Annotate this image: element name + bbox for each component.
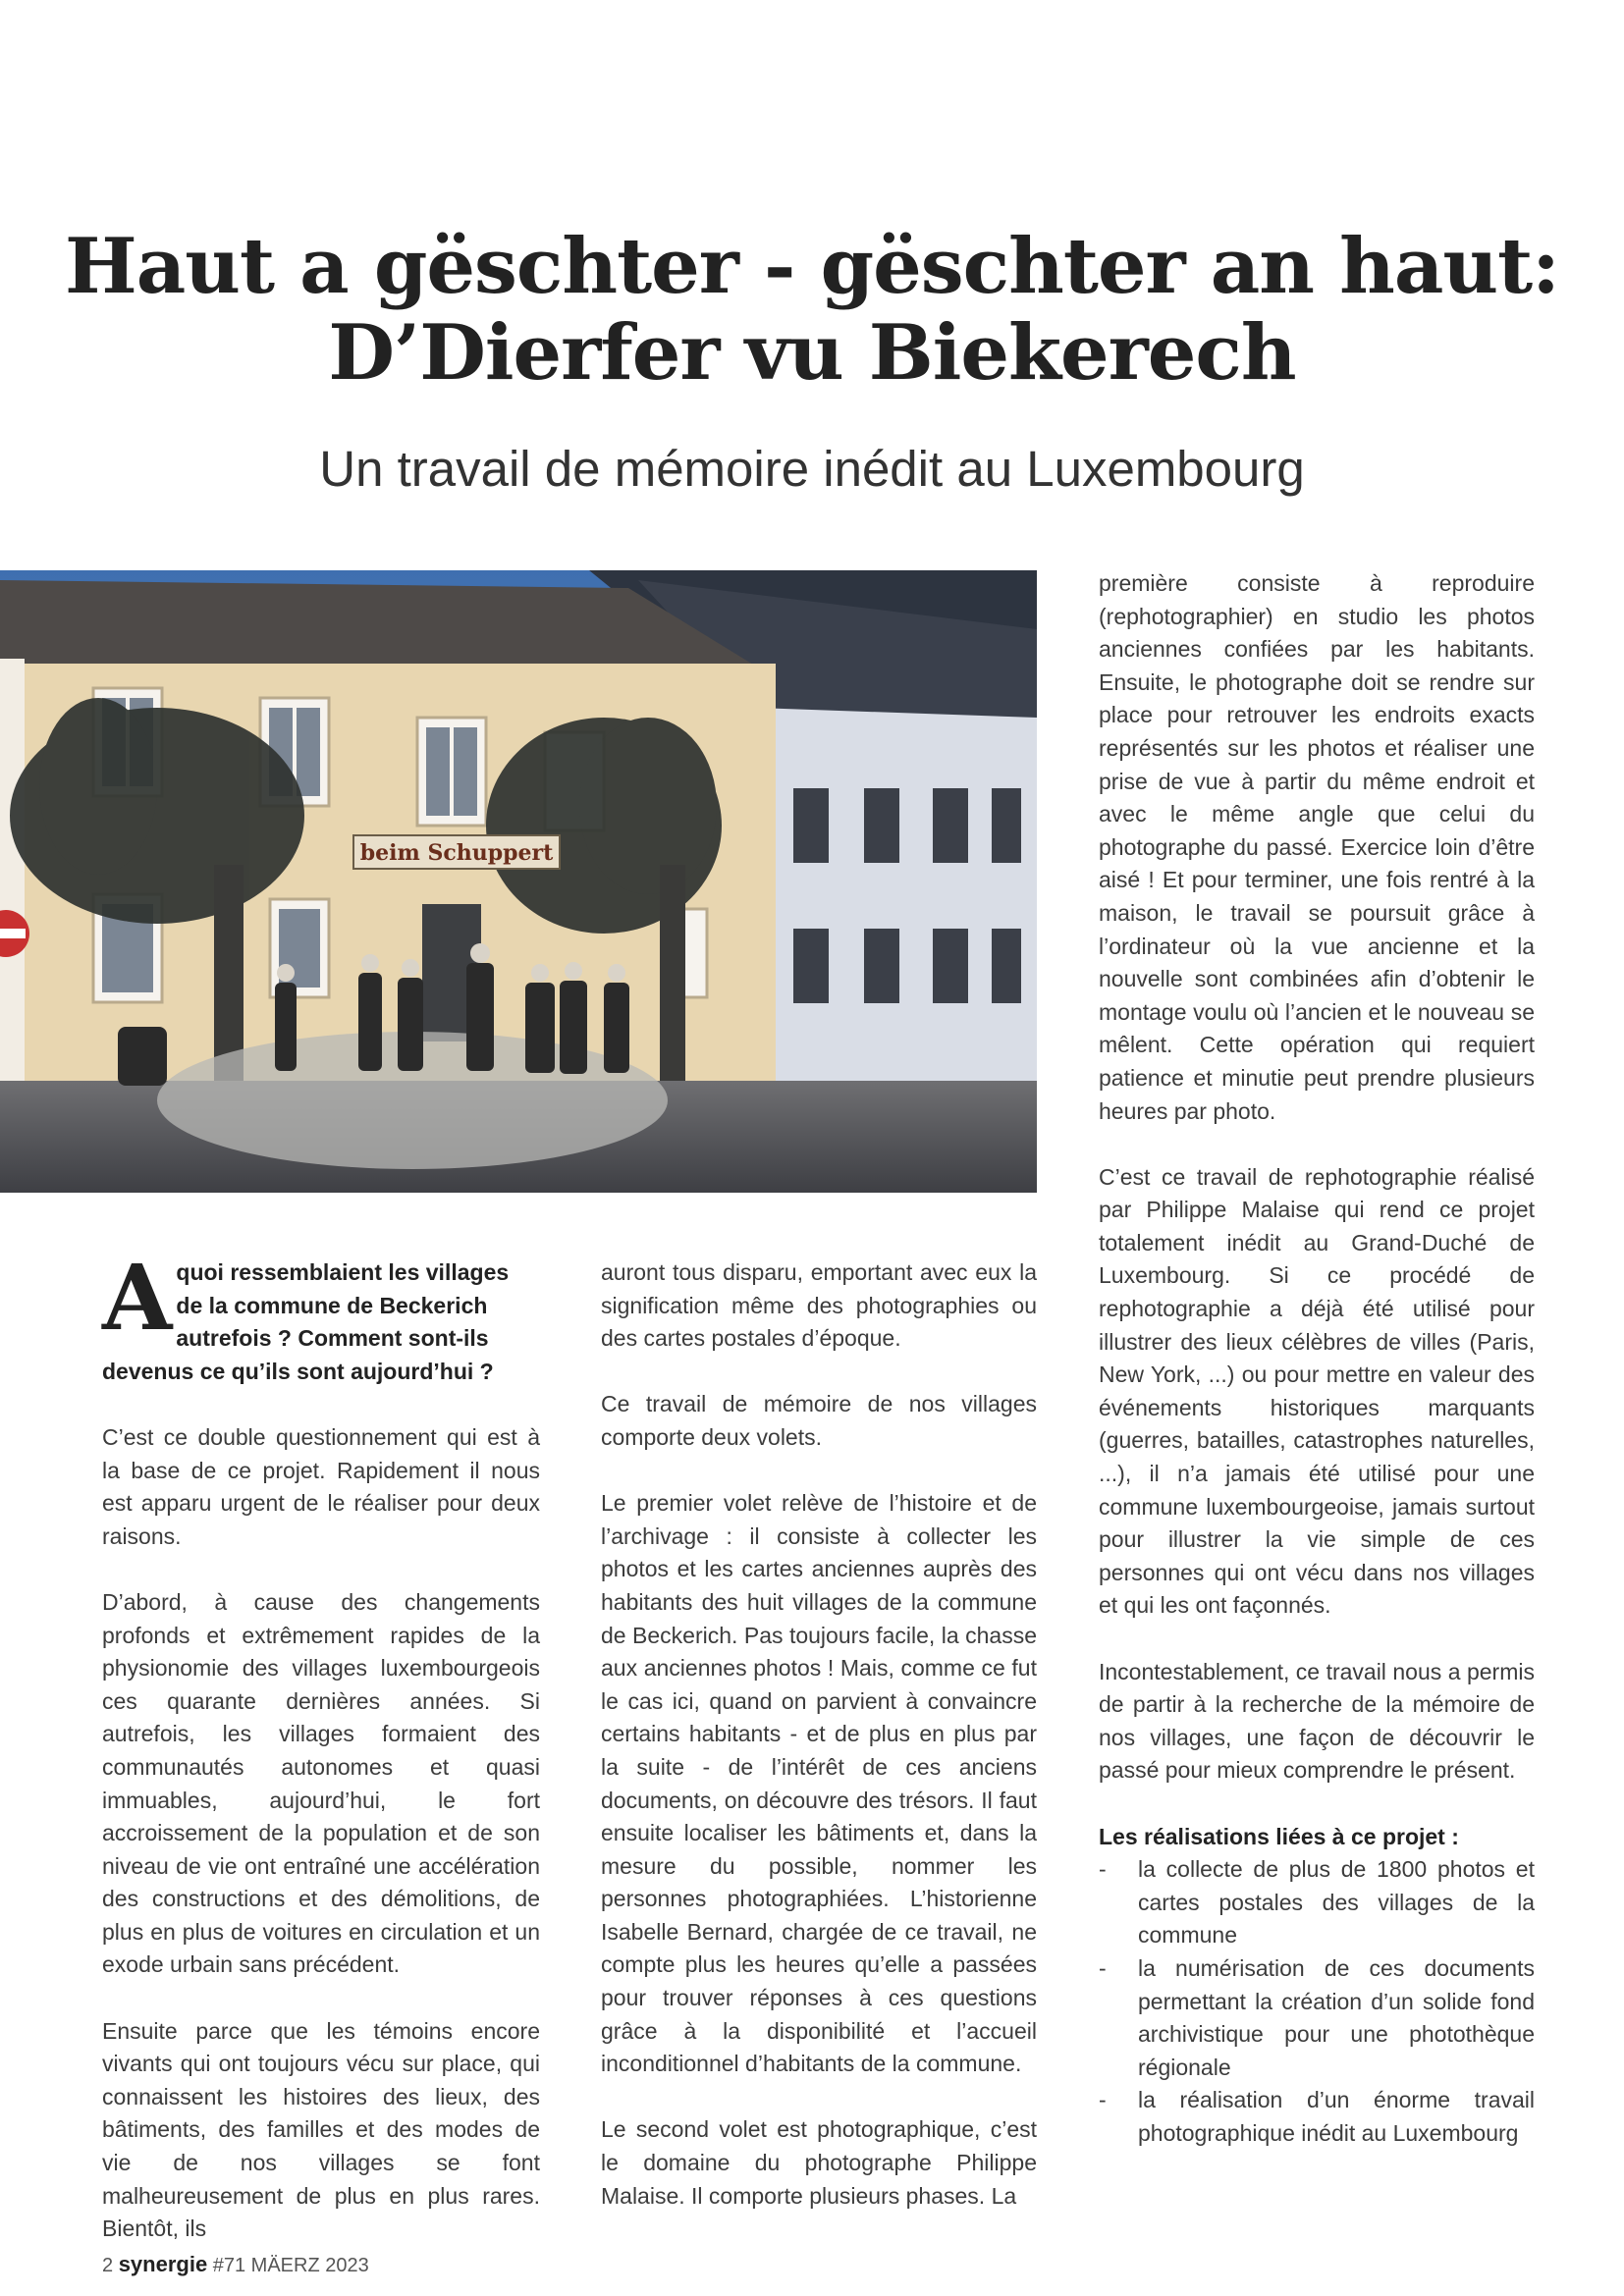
paragraph: C’est ce travail de rephotographie réalisé par Philippe Malaise qui rend ce projet totalement inédit au Grand-Duché de Luxembourg. Si ce procédé de rephotographie a déjà été utilisé pour illustrer des lieux célèbres de villes (Paris, New York, ...) ou pour mettre en valeur des événements historiques marquants (guerres, batailles, catastrophes naturelles, ...), il n’a jamais été utilisé pour une commune luxembourgeoise, jamais surtout pour illustrer la vie simple de ces personnes qui ont vécu dans nos villages et qui les ont façonnés. [1099,1163,1535,1619]
paragraph: Ensuite parce que les témoins encore vivants qui ont toujours vécu sur place, qui connaissent les histoires des lieux, des bâtiments, des familles et des modes de vie de nos villages se font malheureusement de plus en plus rares. Bientôt, ils [102,2017,540,2242]
page-number: 2 [102,2255,114,2276]
article-title [0,224,1624,397]
page-footer [102,2252,369,2277]
drop-cap: A [102,1245,173,1351]
title-line-1: Haut a gëschter - gëschter an haut: [65,222,1559,311]
list-dash: - [1099,1856,1107,1883]
list-heading: Les réalisations liées à ce projet : [1099,1823,1459,1849]
paragraph: Le premier volet relève de l’histoire et de l’archivage : il consiste à collecter les photos et les cartes anciennes auprès des habitants des huit villages de la commune de Beckerich. Pas toujours facile, la chasse aux anciennes photos ! Mais, comme ce fut le cas ici, quand on parvient à convaincre certains habitants - et de plus en plus par la suite - de l’intérêt de ces anciens documents, on découvre des trésors. Il faut ensuite localiser les bâtiments et, dans la mesure du possible, nommer les personnes photographiées. L’historienne Isabelle Bernard, chargée de ce travail, ne compte plus les heures qu’elle a passées pour trouver réponses à ces questions grâce à la disponibilité et l’accueil inconditionnel d’habitants de la commune. [601,1490,1037,2077]
list-item: - la réalisation d’un énorme travail photographique inédit au Luxembourg [1099,2084,1535,2150]
paragraph: première consiste à reproduire (rephotographier) en studio les photos anciennes confiées par les habitants. Ensuite, le photographe doit se rendre sur place pour retrouver les endroits exacts représentés sur les photos et réaliser une prise de vue à partir du même endroit et avec le même angle que celui du photographe du passé. Exercice loin d’être aisé ! Et pour terminer, une fois rentré à la maison, le travail se poursuit grâce à l’ordinateur où la vue ancienne et la nouvelle sont combinées afin d’obtenir le montage voulu où l’ancien et le nouveau se mêlent. Cette opération qui requiert patience et minutie peut prendre plusieurs heures par photo. [1099,570,1535,1124]
lead-paragraph [102,1245,540,1388]
achievements-list [1099,1853,1535,2150]
issue-info: #71 MÄERZ 2023 [212,2255,369,2276]
paragraph: Incontestablement, ce travail nous a permis de partir à la recherche de la mémoire de nos villages, une façon de découvrir le passé pour mieux comprendre le présent. [1099,1658,1535,1784]
inn-sign-text: beim Schuppert [359,840,554,866]
column-3 [1099,567,1535,2151]
paragraph: Le second volet est photographique, c’est le domaine du photographe Philippe Malaise. Il comporte plusieurs phases. La [601,2116,1037,2209]
paragraph: Ce travail de mémoire de nos villages comporte deux volets. [601,1391,1037,1450]
magazine-brand: synergie [118,2252,208,2276]
lead-text: quoi ressemblaient les villages de la commune de Beckerich autrefois ? Comment sont-ils devenus ce qu’ils sont aujourd’hui ? [102,1259,510,1384]
article-subtitle: Un travail de mémoire inédit au Luxembourg [319,441,1305,497]
list-dash: - [1099,2087,1107,2113]
rephotography-image [0,570,1037,1193]
list-dash: - [1099,1954,1107,1981]
paragraph: C’est ce double questionnement qui est à la base de ce projet. Rapidement il nous est apparu urgent de le réaliser pour deux raisons. [102,1423,540,1549]
column-1 [102,1245,540,2278]
list-item: - la numérisation de ces documents permettant la création d’un solide fond archivistique pour une photothèque régionale [1099,1952,1535,2084]
paragraph: D’abord, à cause des changements profonds et extrêmement rapides de la physionomie des villages luxembourgeois ces quarante dernières années. Si autrefois, les villages formaient des communautés autonomes et quasi immuables, aujourd’hui, le fort accroissement de la population et de son niveau de vie ont entraîné une accélération des constructions et des démolitions, de plus en plus de voitures en circulation et un exode urbain sans précédent. [102,1588,540,1978]
column-2 [601,1256,1037,2246]
title-line-2: D’Dierfer vu Biekerech [328,308,1296,398]
paragraph: auront tous disparu, emportant avec eux la signification même des photographies ou des cartes postales d’époque. [601,1259,1037,1352]
list-item: - la collecte de plus de 1800 photos et cartes postales des villages de la commune [1099,1853,1535,1952]
